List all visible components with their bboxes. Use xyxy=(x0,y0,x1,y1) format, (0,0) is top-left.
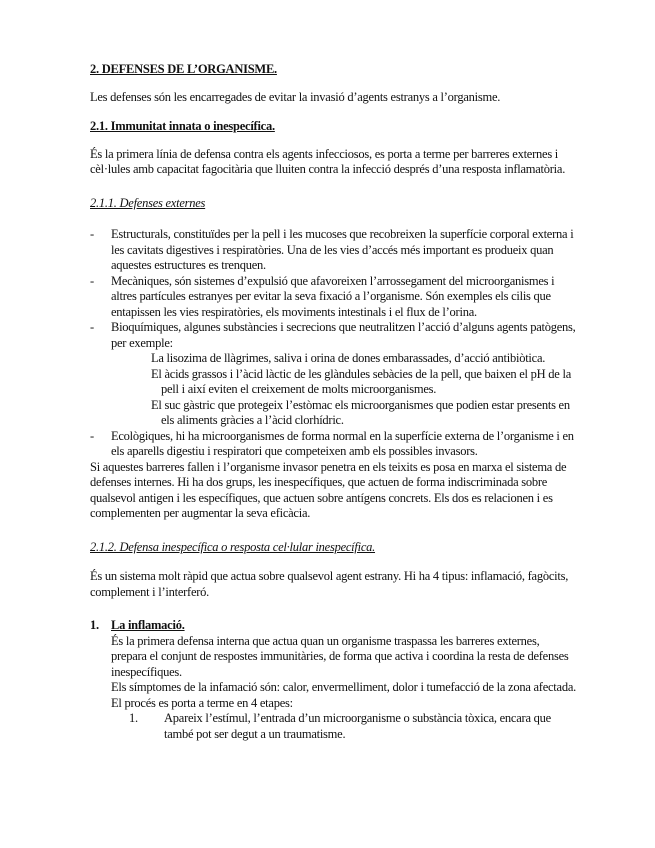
inflammation-para2: Els símptomes de la infamació són: calor, envermelliment, dolor i tumefacció de la zona afectada. El procés es porta a terme en 4 etapes: xyxy=(111,680,576,710)
section-intro: Les defenses són les encarregades de evitar la invasió d’agents estranys a l’organisme. xyxy=(90,89,501,104)
list-item-ecological: - Ecològiques, hi ha microorganismes de forma normal en la superfície externa de l’organisme i en els aparells digestiu i respiratori que competeixen amb els possibles invasors. xyxy=(90,429,578,460)
inflammation-para1: És la primera defensa interna que actua quan un organisme traspassa les barreres externes, prepara el conjunt de respostes immunitàries, de forma que activa i coordina la resta de defenses inespecífiques. xyxy=(111,633,569,679)
subsubsection-title-nonspecific: 2.1.2. Defensa inespecífica o resposta cel·lular inespecífica. xyxy=(90,539,376,554)
external-defenses-list xyxy=(90,227,578,460)
external-defenses-closing: Si aquestes barreres fallen i l’organisme invasor penetra en els teixits es posa en marxa el sistema de defenses internes. Hi ha dos grups, les inespecífiques, que actuen de forma indiscriminada sobre qualsevol antigen i les específiques, que actuen sobre antígens concrets. Els dos es relacionen i es complementen per augmentar la seva eficàcia. xyxy=(90,459,567,520)
document-page xyxy=(90,62,578,742)
example-item: El suc gàstric que protegeix l’estòmac els microorganismes que podien estar presents en els aliments gràcies a l’àcid clorhídric. xyxy=(151,397,570,427)
inflammation-title: La inflamació. xyxy=(111,618,185,632)
list-item-structural: - Estructurals, constituïdes per la pell i les mucoses que recobreixen la superfície corporal externa i les cavitats digestives i respiratòries. Una de les vies d’accés més important es produeix quan aquestes estructures es trenquen. xyxy=(90,227,578,274)
subsubsection-title-external: 2.1.1. Defenses externes xyxy=(90,195,206,210)
biochemical-examples xyxy=(111,351,578,429)
example-item: La lisozima de llàgrimes, saliva i orina de dones embarassades, d’acció antibiòtica. xyxy=(151,351,546,365)
section-title: 2. DEFENSES DE L’ORGANISME. xyxy=(90,62,277,76)
subsection-title: 2.1. Immunitat innata o inespecífica. xyxy=(90,119,275,133)
list-item-mechanical: - Mecàniques, són sistemes d’expulsió que afavoreixen l’arrossegament del microorganismes i altres partícules estranyes per evitar la seva fixació a l’organisme. Són exemples els cilis que entapissen les vies respiratòries, els moviments intestinals i el flux de l’orina. xyxy=(90,274,578,321)
step-item: 1. Apareix l’estímul, l’entrada d’un microorganisme o substància tòxica, encara que també pot ser degut a un traumatisme. xyxy=(129,711,551,741)
nonspecific-intro: És un sistema molt ràpid que actua sobre qualsevol agent estrany. Hi ha 4 tipus: inflamació, fagòcits, complement i l’interferó. xyxy=(90,569,569,599)
inflammation-steps xyxy=(111,711,578,742)
example-item: El àcids grassos i l’àcid làctic de les glàndules sebàcies de la pell, que baixen el pH de la pell i així eviten el creixement de molts microorganismes. xyxy=(151,366,571,396)
inflammation-number: 1. xyxy=(90,618,99,632)
inflammation-section xyxy=(90,618,578,742)
list-item-biochemical: - Bioquímiques, algunes substàncies i secrecions que neutralitzen l’acció d’alguns agents patògens, per exemple: La lisozima de llàgrimes, saliva i orina de dones embarassades, d’acció antibiòtica. El àcids grassos i l’àcid làctic de les glàndules sebàcies de la pell, que baixen el pH de la pell i així eviten el creixement de molts microorganismes. El suc gàstric que protegeix l’estòmac els microorganismes que podien estar presents en els aliments gràcies a l’àcid clorhídric. xyxy=(90,320,578,429)
subsection-intro: És la primera línia de defensa contra els agents infecciosos, es porta a terme per barreres externes i cèl·lules amb capacitat fagocitària que lluiten contra la infecció després d’una resposta inflamatòria. xyxy=(90,146,566,176)
